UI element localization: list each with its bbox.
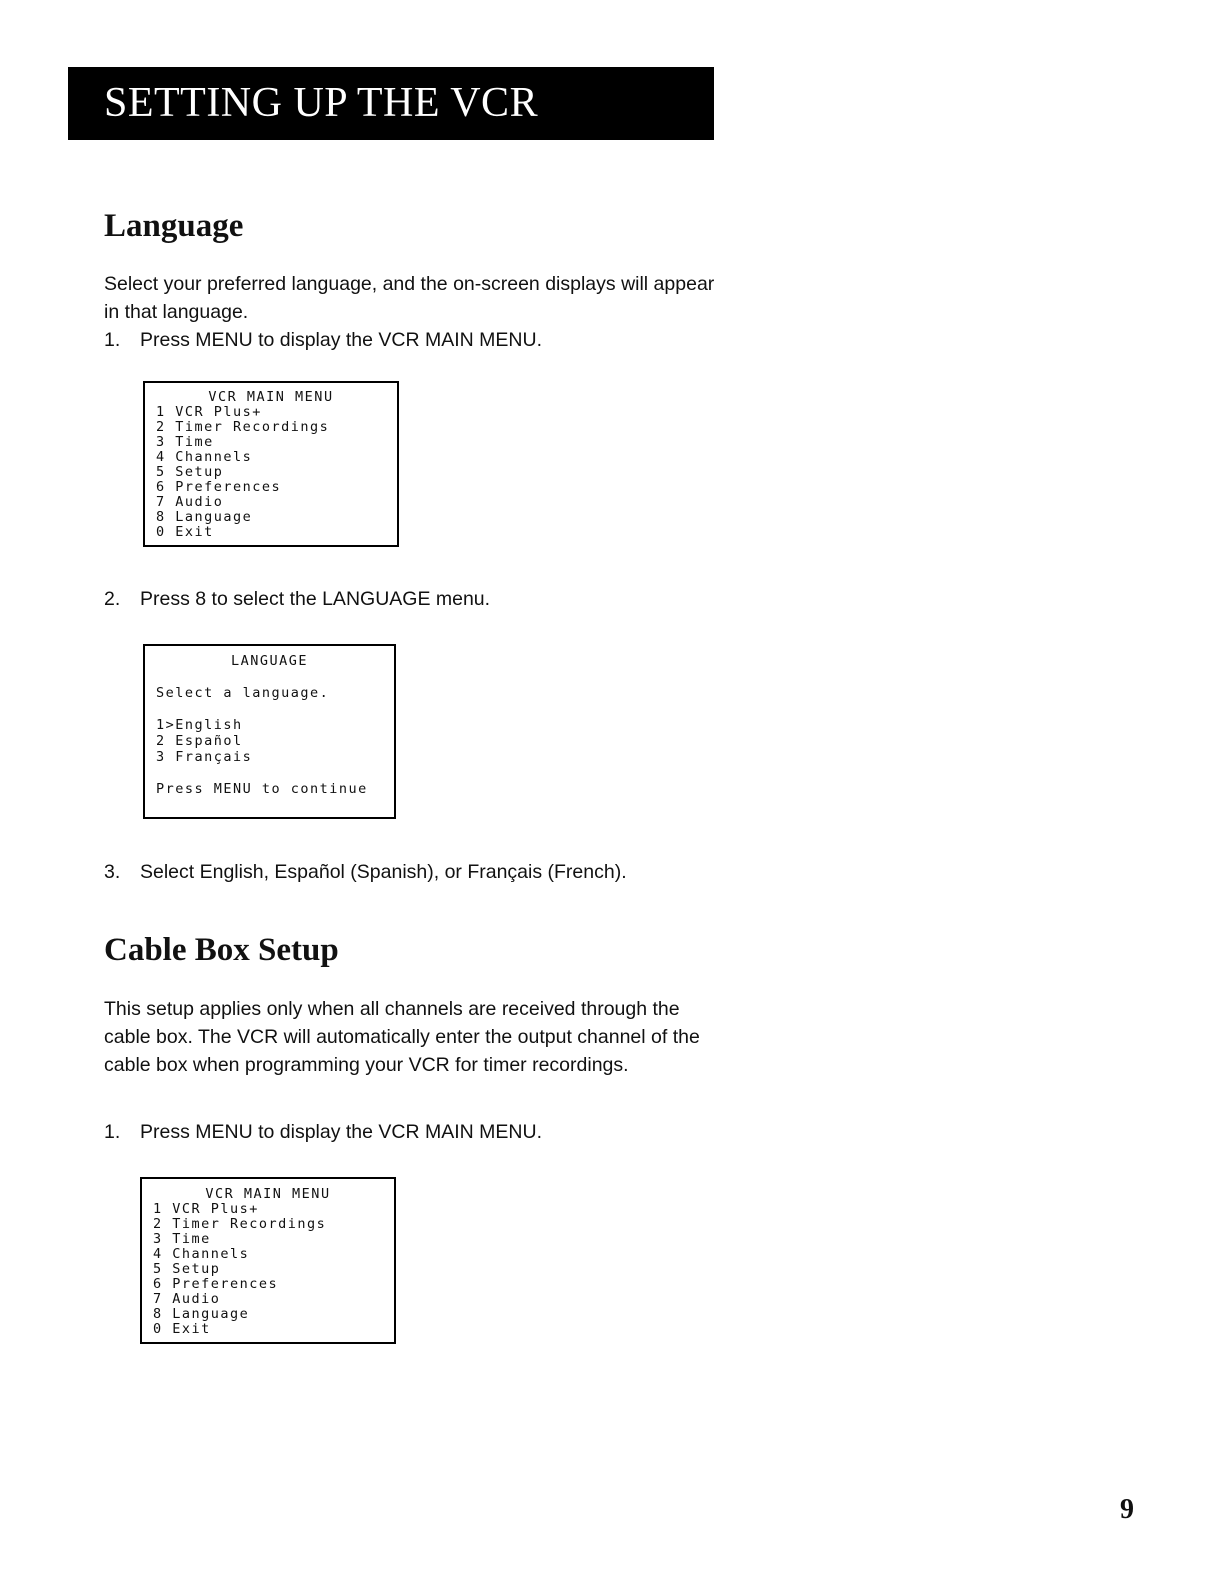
menu-title: VCR MAIN MENU [208,389,334,405]
menu-item: 1 VCR Plus+ [156,404,262,420]
menu-footer: Press MENU to continue [156,781,368,797]
cable-step-1 [104,1118,542,1146]
vcr-main-menu-screen [140,1177,396,1344]
step-text: Press MENU to display the VCR MAIN MENU. [140,1121,543,1143]
menu-item: 8 Language [156,509,253,525]
menu-item: 6 Preferences [156,479,282,495]
language-heading: Language [104,208,244,244]
language-step-2 [104,585,490,613]
menu-item: 7 Audio [153,1291,221,1307]
language-menu-screen [143,644,396,819]
step-number: 1. [104,329,121,351]
page-number: 9 [1120,1494,1134,1525]
menu-item: 6 Preferences [153,1276,279,1292]
menu-prompt: Select a language. [156,685,330,701]
step-text: Press MENU to display the VCR MAIN MENU. [140,329,543,351]
step-text: Select English, Español (Spanish), or Français (French). [140,861,627,883]
menu-title: VCR MAIN MENU [205,1186,331,1202]
menu-item: 0 Exit [156,524,214,540]
menu-item: 0 Exit [153,1321,211,1337]
language-option: 2 Español [156,733,243,749]
menu-item: 7 Audio [156,494,224,510]
menu-title: LANGUAGE [230,653,309,669]
menu-item: 1 VCR Plus+ [153,1201,259,1217]
step-number: 1. [104,1121,121,1143]
menu-item: 8 Language [153,1306,250,1322]
step-text: Press 8 to select the LANGUAGE menu. [140,588,491,610]
step-number: 2. [104,588,121,610]
menu-item: 4 Channels [153,1246,250,1262]
step-number: 3. [104,861,121,883]
language-option: 3 Français [156,749,253,765]
menu-item: 2 Timer Recordings [153,1216,327,1232]
menu-item: 5 Setup [156,464,224,480]
vcr-main-menu-screen [143,381,399,547]
menu-item: 3 Time [153,1231,211,1247]
language-step-1 [104,326,542,354]
cable-box-heading: Cable Box Setup [104,932,339,968]
section-title: SETTING UP THE VCR [104,80,539,126]
language-intro: Select your preferred language, and the on-screen displays will appear in that language. [104,273,715,323]
section-banner [68,67,714,140]
menu-item: 4 Channels [156,449,253,465]
menu-item: 3 Time [156,434,214,450]
language-option: 1>English [156,717,243,733]
cable-box-intro: This setup applies only when all channels are received through the cable box. The VCR will automatically enter the output channel of the cable box when programming your VCR for timer recordings. [104,998,700,1076]
menu-item: 5 Setup [153,1261,221,1277]
menu-item: 2 Timer Recordings [156,419,330,435]
language-step-3 [104,858,627,886]
